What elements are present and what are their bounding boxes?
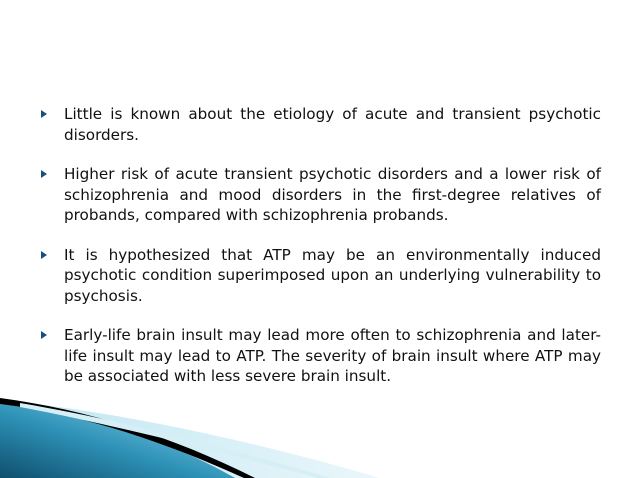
right-triangle-bullet-icon (41, 170, 47, 178)
bullet-text: Little is known about the etiology of acute and transient psychotic disorders. (64, 105, 601, 144)
bullet-item (41, 164, 601, 226)
bullet-item (41, 325, 601, 387)
bullet-text: Early-life brain insult may lead more often to schizophrenia and later-life insult may lead to ATP. The severity of brain insult where ATP may be associated with less severe brain insult. (64, 326, 601, 385)
blue-swoosh-band (0, 404, 235, 478)
bullet-item (41, 245, 601, 307)
light-stripe (20, 403, 330, 478)
pale-swoosh-band (0, 400, 380, 478)
right-triangle-bullet-icon (41, 110, 47, 118)
bullet-text: Higher risk of acute transient psychotic disorders and a lower risk of schizophrenia and mood disorders in the first-degree relatives of probands, compared with schizophrenia probands. (64, 165, 601, 224)
right-triangle-bullet-icon (41, 251, 47, 259)
bullet-item (41, 104, 601, 145)
black-stripe (0, 398, 255, 478)
bullet-list (41, 104, 601, 406)
bullet-text: It is hypothesized that ATP may be an environmentally induced psychotic condition superimposed upon an underlying vulnerability to psychosis. (64, 245, 601, 305)
right-triangle-bullet-icon (41, 331, 47, 339)
